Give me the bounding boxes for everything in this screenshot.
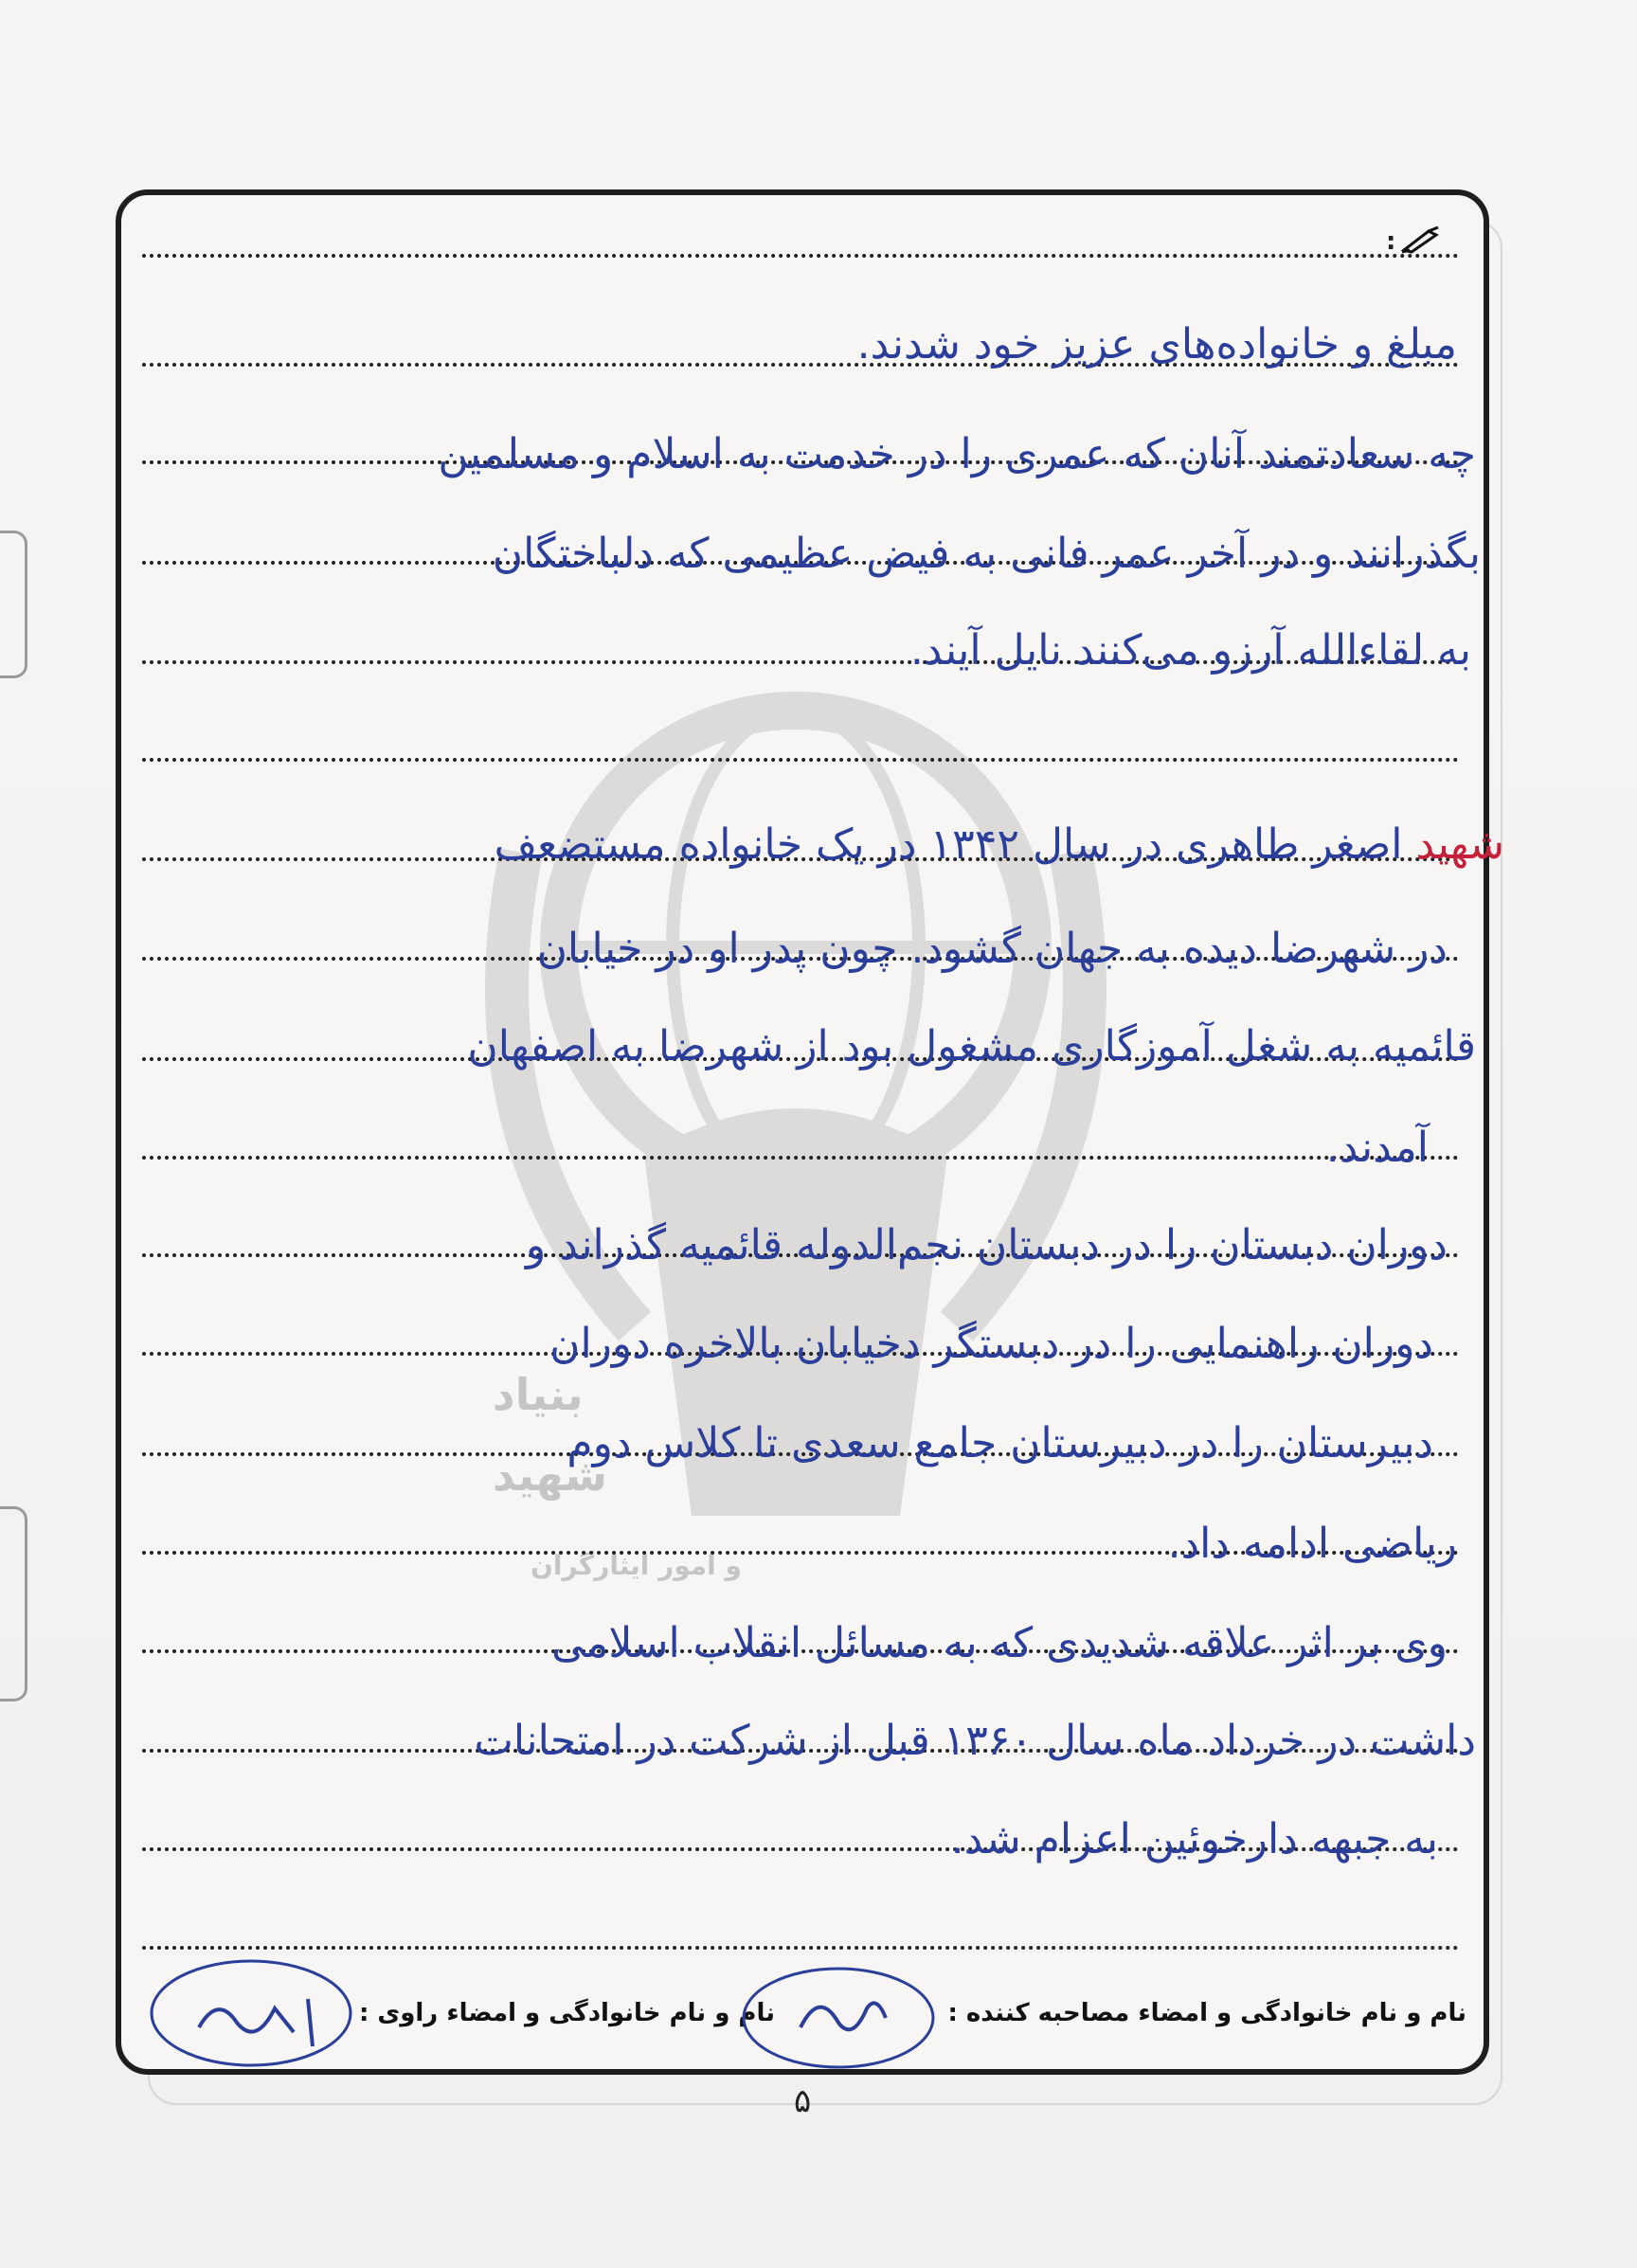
header-colon: :	[1386, 227, 1396, 256]
handwritten-line: مبلغ و خانواده‌های عزیز خود شدند.	[856, 320, 1457, 369]
handwritten-line: دوران راهنمایی را در دبستگر دخیابان بالاخره دوران	[549, 1320, 1433, 1368]
watermark-text-1: بنیاد	[493, 1369, 584, 1420]
handwritten-line: بگذرانند و در آخر عمر فانی به فیض عظیمی که دلباختگان	[492, 530, 1481, 578]
handwritten-line: در شهرضا دیده به جهان گشود. چون پدر او در خیابان	[536, 925, 1448, 973]
page-number: ۵	[794, 2082, 812, 2120]
watermark-text-3: و امور ایثارگران	[531, 1550, 742, 1581]
ruled-line	[142, 1156, 1459, 1160]
handwritten-line-rest: اصغر طاهری در سال ۱۳۴۲ در یک خانواده مستضعف	[494, 820, 1403, 869]
ruled-line	[142, 758, 1459, 762]
handwritten-line: داشت در خرداد ماه سال ۱۳۶۰ قبل از شرکت در امتحانات	[474, 1717, 1476, 1765]
watermark-text-2: شهید	[493, 1449, 607, 1501]
binding-ring	[0, 531, 27, 678]
ruled-line	[142, 254, 1459, 258]
handwritten-line: ریاضی ادامه داد.	[1167, 1520, 1457, 1568]
red-title-word: شهید	[1415, 820, 1504, 869]
handwritten-line: دوران دبستان را در دبستان نجم‌الدوله قائمیه گذراند و	[525, 1221, 1448, 1269]
handwritten-line-with-title	[494, 820, 1504, 869]
handwritten-line: آمدند.	[1325, 1124, 1429, 1172]
binding-ring	[0, 1506, 27, 1701]
handwritten-line: به لقاءالله آرزو می‌کنند نایل آیند.	[909, 626, 1471, 675]
handwritten-line: قائمیه به شغل آموزگاری مشغول بود از شهرضا به اصفهان	[467, 1022, 1476, 1071]
handwritten-line: وی بر اثر علاقه شدیدی که به مسائل انقلاب اسلامی	[551, 1619, 1448, 1667]
handwritten-line: به جبهه دارخوئین اعزام شد.	[950, 1815, 1438, 1863]
pen-writing-icon	[1400, 225, 1444, 254]
narrator-signature-label: نام و نام خانوادگی و امضاء راوی :	[358, 1999, 775, 2027]
handwritten-line: چه سعادتمند آنان که عمری را در خدمت به اسلام و مسلمین	[438, 430, 1476, 478]
narrator-signature	[142, 1942, 360, 2075]
handwritten-line: دبیرستان را در دبیرستان جامع سعدی تا کلاس دوم	[567, 1419, 1433, 1467]
interviewer-signature-label: نام و نام خانوادگی و امضاء مصاحبه کننده :	[947, 1999, 1466, 2027]
interviewer-signature	[734, 1952, 943, 2075]
